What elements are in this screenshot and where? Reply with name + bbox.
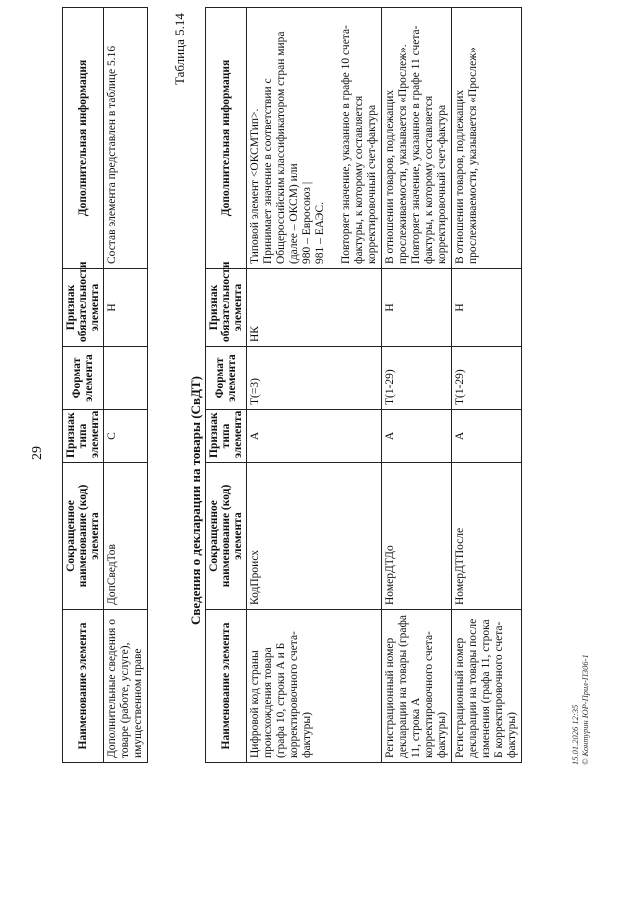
info-line: Повторяет значение, указанное в графе 11 счета-фактуры, к которому составляется корректировочный счет-фактура [410,25,448,264]
cell-info [382,8,452,269]
cell-format: Т(=3) [247,347,382,410]
info-line: Повторяет значение, указанное в графе 10 счета-фактуры, к которому составляется корректировочный счет-фактура [340,25,378,264]
info-line: 980 – Евросоюз | [301,181,313,264]
cell-required: Н [104,269,148,347]
cell-name: Дополнительные сведения о товаре (работе, услуге), имущественном праве [104,610,148,763]
info-line: 981 – ЕАЭС. [314,202,326,264]
table-title: Сведения о декларации на товары (СвДТ) [188,376,203,625]
header-format: Формат элемента [206,347,247,410]
stamp-source: © Контурин ЮР-Прил-П306-1 [580,654,590,765]
table-row [452,8,522,763]
cell-name: Регистрационный номер декларации на товары после изменения (графа 11, строка Б корректировочного счета-фактуры) [452,610,522,763]
cell-type: А [382,410,452,463]
cell-format [104,347,148,410]
cell-code: КодПроисх [247,463,382,610]
cell-code: НомерДТПосле [452,463,522,610]
header-name: Наименование элемента [206,610,247,763]
spacer [327,12,340,264]
table-header-row [206,8,247,763]
info-line: Принимает значение в соответствии с Общероссийским классификатором стран мира (далее – ОКСМ) или [262,31,300,264]
info-line: В отношении товаров, подлежащих прослеживаемости, указывается «Прослеж». [384,44,409,264]
cell-format: Т(1-29) [452,347,522,410]
cell-type: А [247,410,382,463]
cell-name: Регистрационный номер декларации на товары (графа 11, строка А корректировочного счета-фактуры) [382,610,452,763]
cell-format: Т(1-29) [382,347,452,410]
table-row [382,8,452,763]
header-name: Наименование элемента [63,610,104,763]
page-number: 29 [30,446,45,460]
table-label: Таблица 5.14 [172,13,187,85]
cell-type: А [452,410,522,463]
info-line: Типовой элемент <ОКСМТип>. [249,108,261,264]
cell-name: Цифровой код страны происхождения товара (графа 10, строки А и Б корректировочного счета-фактуры) [247,610,382,763]
header-code: Сокращенное наименование (код) элемента [63,463,104,610]
cell-required: Н [452,269,522,347]
cell-info [247,8,382,269]
header-code: Сокращенное наименование (код) элемента [206,463,247,610]
info-line: В отношении товаров, подлежащих прослеживаемости, указывается «Прослеж» [454,47,479,264]
document-stamp [570,654,590,765]
elements-table-continued [62,7,148,763]
table-row [104,8,148,763]
stamp-date: 15.01.2026 12:35 [570,704,580,765]
header-required: Признак обязательности элемента [206,269,247,347]
cell-code: ДопСведТов [104,463,148,610]
cell-info [452,8,522,269]
declaration-info-table [205,7,522,763]
cell-required: Н [382,269,452,347]
header-type: Признак типа элемента [63,410,104,463]
cell-required: НК [247,269,382,347]
cell-type: С [104,410,148,463]
cell-code: НомерДТДо [382,463,452,610]
header-format: Формат элемента [63,347,104,410]
header-required: Признак обязательности элемента [63,269,104,347]
table-header-row [63,8,104,763]
cell-info: Состав элемента представлен в таблице 5.16 [104,8,148,269]
table-row [247,8,382,763]
header-type: Признак типа элемента [206,410,247,463]
header-info: Дополнительная информация [63,8,104,269]
header-info: Дополнительная информация [206,8,247,269]
